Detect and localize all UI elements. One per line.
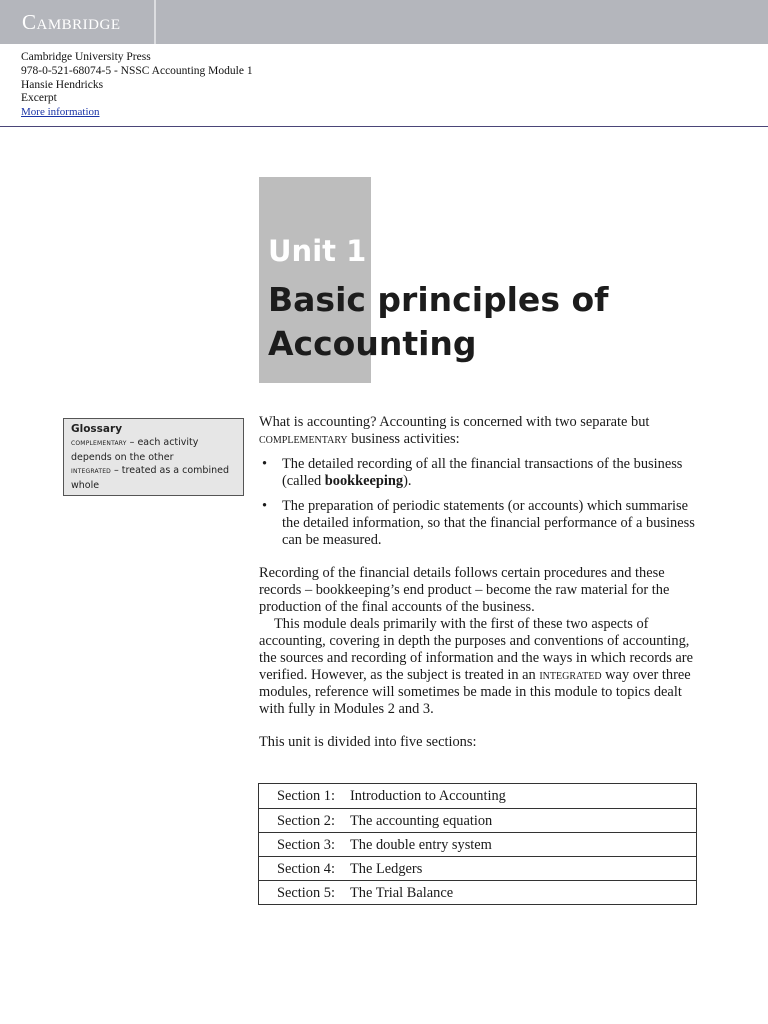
list-item <box>259 498 699 549</box>
section-title: The double entry system <box>350 837 492 853</box>
sections-table <box>258 783 697 905</box>
section-number: Section 5: <box>277 885 335 901</box>
sections-intro: This unit is divided into five sections: <box>259 734 477 750</box>
section-number: Section 4: <box>277 861 335 877</box>
glossary-term: integrated <box>71 466 112 476</box>
table-row <box>259 784 696 808</box>
table-row <box>259 856 696 880</box>
author: Hansie Hendricks <box>21 78 104 91</box>
section-number: Section 3: <box>277 837 335 853</box>
cambridge-logo[interactable]: Cambridge <box>0 0 156 44</box>
publisher: Cambridge University Press <box>21 51 151 63</box>
glossary-box <box>63 418 244 496</box>
table-row <box>259 808 696 832</box>
module-paragraph <box>259 616 699 718</box>
bullet-text: The detailed recording of all the financial transactions of the business (called <box>282 456 683 489</box>
section-title: The Ledgers <box>350 861 423 877</box>
section-number: Section 2: <box>277 813 335 829</box>
intro-term: complementary <box>259 431 348 447</box>
isbn-title: 978-0-521-68074-5 - NSSC Accounting Module 1 <box>21 64 253 77</box>
more-information-link[interactable]: More information <box>21 106 100 119</box>
unit-title: Basic principles of Accounting <box>268 280 609 363</box>
header-bar <box>0 0 768 44</box>
activities-list <box>259 456 699 549</box>
recording-paragraph: Recording of the financial details follows certain procedures and these records – bookkeeping’s end product – become the raw material for the production of the final accounts of the business. <box>259 565 670 615</box>
section-title: The Trial Balance <box>350 885 454 901</box>
intro-paragraph <box>259 414 699 448</box>
excerpt-label: Excerpt <box>21 92 57 105</box>
table-row <box>259 880 696 904</box>
body-text <box>259 414 699 751</box>
module-text: This module deals primarily with the first of these two aspects of accounting, covering in depth the purposes and conventions of accounting, the sources and recording of information and the ways in which records are verified. However, as the subject is treated in an <box>259 616 693 683</box>
table-row <box>259 832 696 856</box>
module-text-end: way over three modules, reference will sometimes be made in this module to topics dealt with fully in Modules 2 and 3. <box>259 667 691 717</box>
section-title: Introduction to Accounting <box>350 788 506 804</box>
module-term: integrated <box>539 667 602 683</box>
book-info <box>21 51 253 120</box>
intro-text: What is accounting? Accounting is concerned with two separate but <box>259 414 650 430</box>
glossary-definition: – each activity depends on the other <box>71 437 199 463</box>
header-divider <box>0 126 768 127</box>
section-title: The accounting equation <box>350 813 493 829</box>
bullet-icon: • <box>262 456 268 472</box>
bullet-text-end: ). <box>403 473 412 489</box>
unit-label: Unit 1 <box>268 234 367 268</box>
glossary-entry <box>71 464 237 492</box>
glossary-entry <box>71 436 237 464</box>
intro-text-end: business activities: <box>347 431 460 447</box>
list-item <box>259 456 699 490</box>
glossary-title: Glossary <box>71 423 123 435</box>
glossary-definition: – treated as a combined whole <box>71 465 230 491</box>
glossary-term: complementary <box>71 438 127 448</box>
bullet-text: The preparation of periodic statements (or accounts) which summarise the detailed information, so that the financial performance of a business can be measured. <box>282 498 695 548</box>
bullet-bold-term: bookkeeping <box>324 473 404 489</box>
bullet-icon: • <box>262 498 268 514</box>
section-number: Section 1: <box>277 788 335 804</box>
